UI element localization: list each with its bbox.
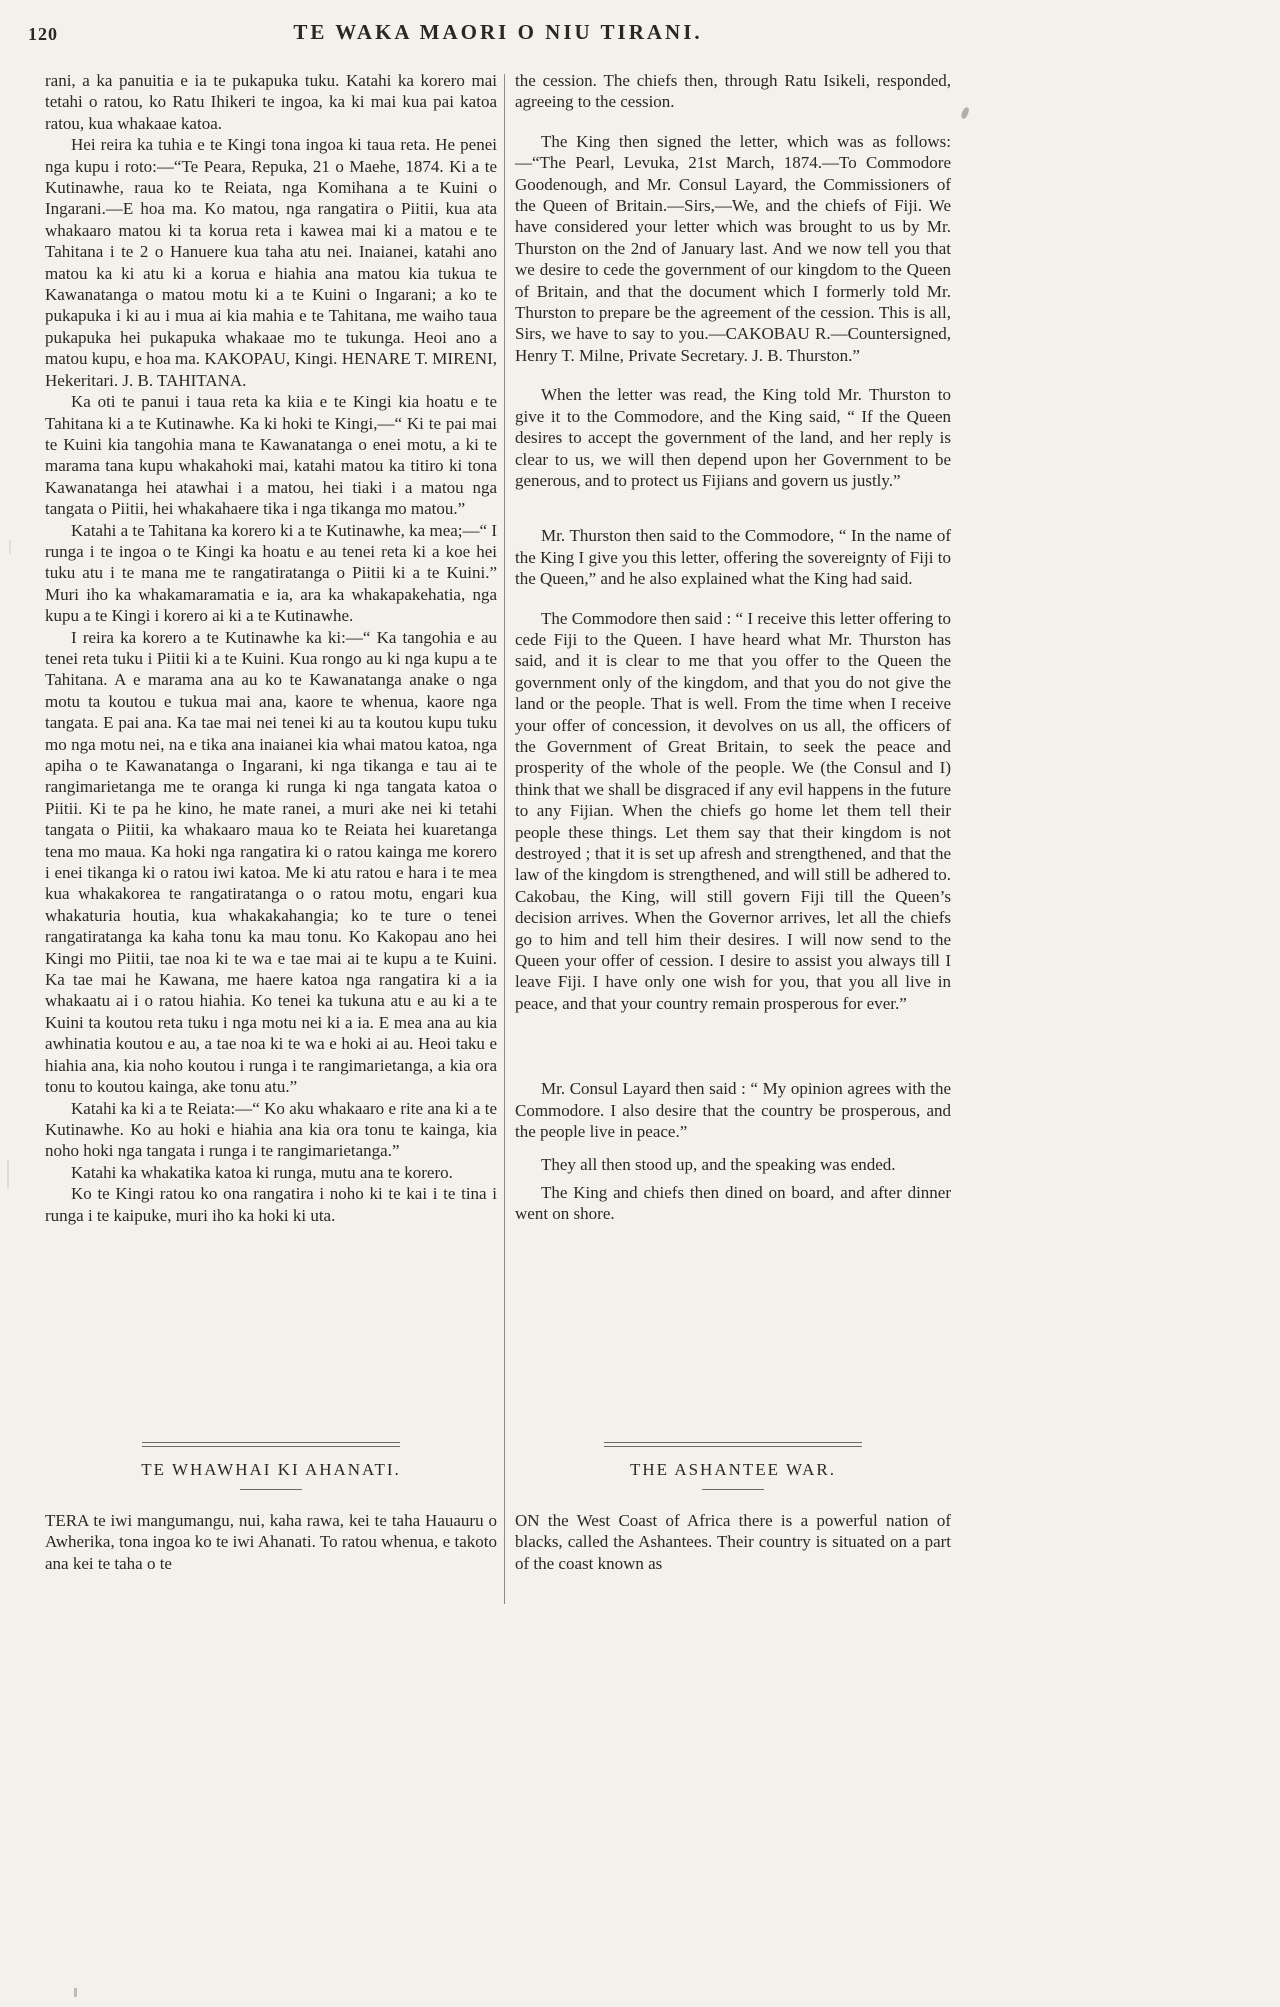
paragraph: They all then stood up, and the speaking was ended. bbox=[541, 1155, 896, 1175]
paragraph: Katahi ka ki a te Reiata:—“ Ko aku whakaaro e rite ana ki a te Kutinawhe. Ko au hoki e hiahia ana kia ora tonu te kainga, kia noho hoki nga tangata i runga i te rangimarietanga.” bbox=[45, 1098, 497, 1161]
articles-row bbox=[45, 70, 951, 1422]
section-short-rule bbox=[702, 1489, 764, 1490]
scan-artifact bbox=[74, 1988, 77, 1997]
right-section-heading: THE ASHANTEE WAR. bbox=[629, 1460, 837, 1479]
right-column bbox=[515, 70, 951, 1225]
scan-artifact bbox=[960, 106, 970, 119]
page-title: TE WAKA MAORI O NIU TIRANI. bbox=[293, 20, 703, 44]
left-column-text bbox=[45, 70, 497, 1226]
paragraph: ON the West Coast of Africa there is a powerful nation of blacks, called the Ashantees. Their country is situated on a part of the coast known as bbox=[515, 1511, 951, 1573]
section-short-rule bbox=[240, 1489, 302, 1490]
paragraph: Mr. Consul Layard then said : “ My opinion agrees with the Commodore. I also desire that the country be prosperous, and the people live in peace.” bbox=[515, 1079, 951, 1142]
section-divider-double-rule bbox=[142, 1442, 400, 1447]
page-content bbox=[45, 70, 951, 1574]
paragraph: Ka oti te panui i taua reta ka kiia e te Kingi kia hoatu e te Tahitana ki a te Kutinawhe. Ka ki hoki te Kingi,—“ Ki te pai mai te Kuini kia tangohia mana te Kawanatanga o enei motu, a ki te marama tana kupu whakahoki mai, katahi matou ka titiro ki tona Kawanatanga hei atawhai i a matou, hei tiaki i a matou nga tangata o Piitii, hei whakahaere tika i nga tikanga mo matou.” bbox=[45, 392, 497, 519]
right-section-text bbox=[515, 1510, 951, 1574]
left-section-heading: TE WHAWHAI KI AHANATI. bbox=[141, 1460, 401, 1479]
scan-artifact bbox=[7, 1160, 9, 1188]
right-column-text bbox=[515, 70, 951, 1225]
paragraph: When the letter was read, the King told Mr. Thurston to give it to the Commodore, and the King said, “ If the Queen desires to accept the government of the land, and her reply is clear to us, we will then depend upon her Government to be generous, and to protect us Fijians and govern us justly.” bbox=[515, 385, 951, 490]
paragraph: rani, a ka panuitia e ia te pukapuka tuku. Katahi ka korero mai tetahi o ratou, ko Ratu Ihikeri te ingoa, ka ki mai kua pai katoa ratou, kua whakaae katoa. bbox=[45, 71, 497, 133]
sections-row bbox=[45, 1442, 951, 1574]
paragraph: Hei reira ka tuhia e te Kingi tona ingoa ki taua reta. He penei nga kupu i roto:—“Te Peara, Repuka, 21 o Maehe, 1874. Ki a te Kutinawhe, raua ko te Reiata, nga Komihana a te Kuini o Ingarani.—E hoa ma. Ko matou, nga rangatira o Piitii, kua ata whakaaro matou ki ta korua reta i kawea mai ki a matou e te Tahitana i te 2 o Hanuere kua taha atu nei. Inaianei, katahi ano matou ka ki atu ki a korua e hiahia ana matou kia tukua te Kawanatanga o matou motu ki a te Kuini o Ingarani; a ko te pukapuka i ki au i mua ai kia mahia e te Tahitana, me waiho taua pukapuka hei pukapuka whakaae mo te tukunga. Heoi ano a matou kupu, e hoa ma. KAKOPAU, Kingi. HENARE T. MIRENI, Hekeritari. J. B. TAHITANA. bbox=[45, 135, 497, 390]
paragraph: The King and chiefs then dined on board, and after dinner went on shore. bbox=[515, 1182, 951, 1224]
masthead bbox=[28, 20, 951, 56]
paragraph: Katahi ka whakatika katoa ki runga, mutu ana te korero. bbox=[71, 1162, 453, 1182]
paragraph: I reira ka korero a te Kutinawhe ka ki:—“ Ka tangohia e au tenei reta tuku i Piitii ki a te Kuini. Kua rongo au ki nga kupu a te Tahitana. A e marama ana au ko te Kawanatanga anake o nga motu ta koutou e tukua mai ana, kaore te whenua, kaore nga tangata. E pai ana. Ka tae mai nei tenei ki au ta koutou kupu tuku mo nga motu nei, na e tika ana inaianei kia whai matou katoa, nga apiha o te Kawanatanga o Ingarani, ki nga tikanga e tau ai te rangimarietanga me te oranga ki runga ki nga tangata katoa o Piitii. Ki te pa he kino, he mate ranei, a muri ake nei ki tetahi tangata o Piitii, ka whakaaro maua ko te Reiata hei kuaretanga tena mo maua. Ka hoki nga rangatira ki o ratou kainga me korero i enei tikanga ki o ratou iwi katoa. Me ki atu ratou e hara i te mea kua whakakorea te rangatiratanga o o ratou motu, engari kua whakaturia houtia, kua whakakahangia; ko te ture o tenei rangatiratanga ka kaha tonu ka mau tonu. Ko Kakopau ano hei Kingi mo Piitii, tae noa ki te wa e tae mai ai te kupu a te Kuini. Ka tae mai he Kawana, me haere katoa nga rangatira ki a ia whakaatu ai i o ratou hiahia. Ko tenei ka tukuna atu e au ki a te Kuini ta koutou reta tuku i nga motu nei ki a ia. E mea ana au kia awhinatia koutou e au, a tae noa ki te wa e hoki ai au. Heoi taku e hiahia ana, kia noho koutou i runga i te rangimarietanga, a kia ora tonu to koutou kainga, ake tonu atu.” bbox=[45, 627, 497, 1097]
paragraph: Katahi a te Tahitana ka korero ki a te Kutinawhe, ka mea;—“ I runga i te ingoa o te Kingi ka hoatu e au tenei reta ki a koe hei tuku atu i te mana me te rangatiratanga o Piitii ki a te Kuini.” Muri iho ka whakamaramatia e ia, ara ka whakapakehatia, nga kupu a te Kingi i korero ai ki a te Kutinawhe. bbox=[45, 520, 497, 626]
paragraph: The Commodore then said : “ I receive this letter offering to cede Fiji to the Queen. I have heard what Mr. Thurston has said, and it is clear to me that you offer to the Queen the government only of the kingdom, and that you do not give the land or the people. That is well. From the time when I receive your offer of concession, it devolves on us all, the officers of the Government of Great Britain, to seek the peace and prosperity of the whole of the people. We (the Consul and I) think that we shall be disgraced if any evil happens in the future to any Fijian. When the chiefs go home let them tell their people these things. Let them say that their kingdom is not destroyed ; that it is set up afresh and strengthened, and that the law of the kingdom is strengthened, and will still be adhered to. Cakobau, the King, will still govern Fiji till the Queen’s decision arrives. When the Governor arrives, let all the chiefs go to him and tell him their desires. I will now send to the Queen your offer of cession. I desire to assist you always till I leave Fiji. I have only one wish for you, that you all live in peace, and that your country remain prosperous for ever.” bbox=[515, 608, 951, 1013]
scan-artifact bbox=[9, 540, 11, 554]
left-section-text bbox=[45, 1510, 497, 1574]
left-column bbox=[45, 70, 497, 1226]
column-divider-rule bbox=[504, 74, 505, 1604]
paragraph: The King then signed the letter, which was as follows:—“The Pearl, Levuka, 21st March, 1874.—To Commodore Goodenough, and Mr. Consul Layard, the Commissioners of the Queen of Britain.—Sirs,—We, and the chiefs of Fiji. We have considered your letter which was brought to us by Mr. Thurston on the 2nd of January last. And we now tell you that we desire to cede the government of our kingdom to the Queen of Britain, and that the document which I formerly told Mr. Thurston to prepare be the agreement of the cession. This is all, Sirs, we have to say to you.—CAKOBAU R.—Countersigned, Henry T. Milne, Private Secretary. J. B. Thurston.” bbox=[515, 131, 951, 365]
paragraph: Ko te Kingi ratou ko ona rangatira i noho ki te kai i te tina i runga i te kaipuke, muri iho ka hoki ki uta. bbox=[45, 1184, 497, 1225]
left-section bbox=[45, 1442, 497, 1574]
paragraph: the cession. The chiefs then, through Ratu Isikeli, responded, agreeing to the cession. bbox=[515, 71, 951, 112]
page-number: 120 bbox=[28, 24, 58, 44]
paragraph: TERA te iwi mangumangu, nui, kaha rawa, kei te taha Hauauru o Awherika, tona ingoa ko te iwi Ahanati. To ratou whenua, e takoto ana kei te taha o te bbox=[45, 1511, 497, 1573]
section-divider-double-rule bbox=[604, 1442, 862, 1447]
paragraph: Mr. Thurston then said to the Commodore, “ In the name of the King I give you this letter, offering the sovereignty of Fiji to the Queen,” and he also explained what the King had said. bbox=[515, 526, 951, 589]
right-section bbox=[515, 1442, 951, 1574]
